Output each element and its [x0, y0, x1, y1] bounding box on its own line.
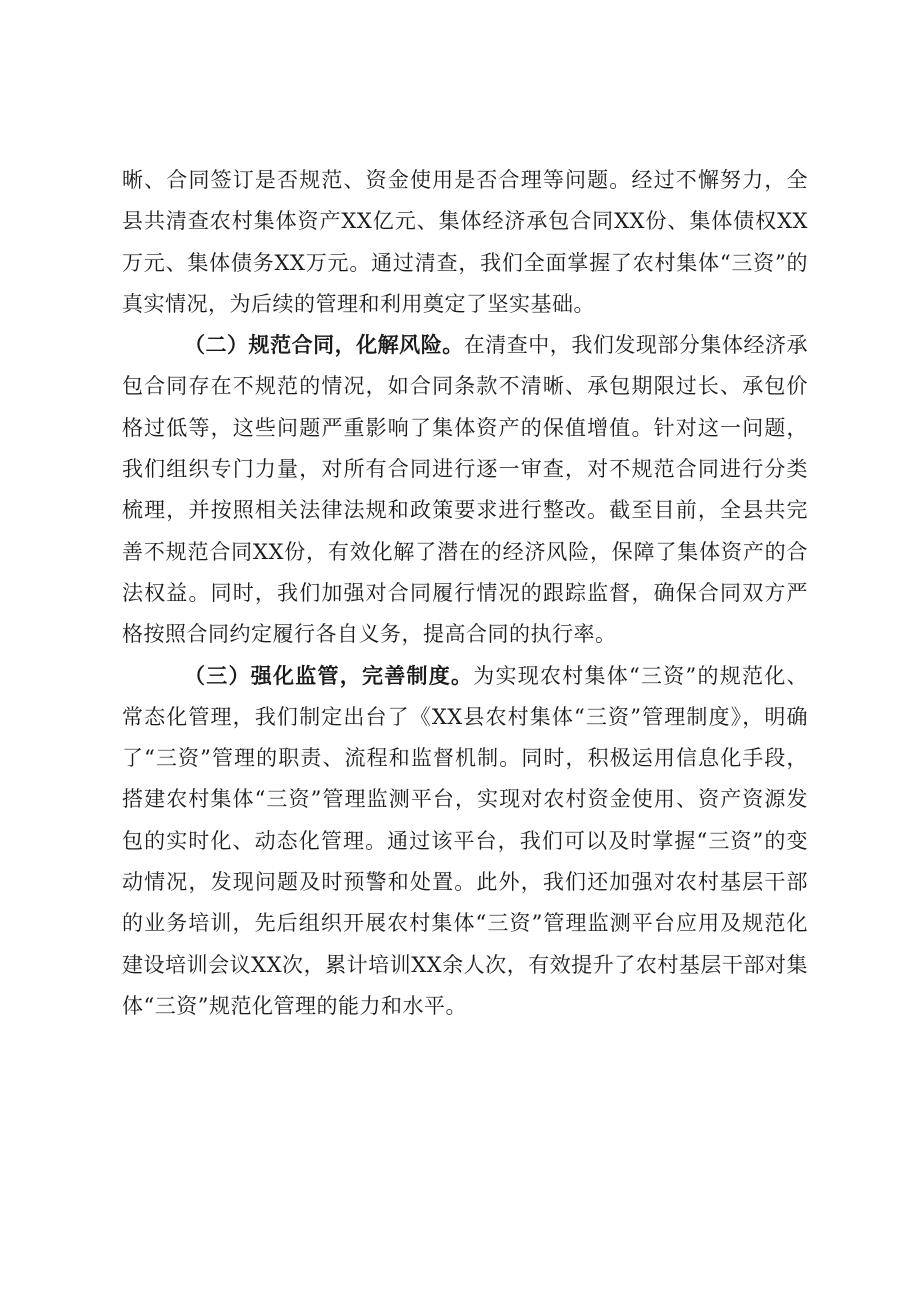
document-body: [122, 160, 808, 1027]
paragraph-section-2: [122, 325, 808, 655]
section-heading: （二）规范合同，化解风险。: [184, 333, 464, 358]
paragraph-text: 在清查中，我们发现部分集体经济承包合同存在不规范的情况，如合同条款不清晰、承包期限过长、承包价格过低等，这些问题严重影响了集体资产的保值增值。针对这一问题，我们组织专门力量，对所有合同进行逐一审查，对不规范合同进行分类梳理，并按照相关法律法规和政策要求进行整改。截至目前，全县共完善不规范合同XX份，有效化解了潜在的经济风险，保障了集体资产的合法权益。同时，我们加强对合同履行情况的跟踪监督，确保合同双方严格按照合同约定履行各自义务，提高合同的执行率。: [122, 333, 809, 647]
paragraph-text: 晰、合同签订是否规范、资金使用是否合理等问题。经过不懈努力，全县共清查农村集体资产XX亿元、集体经济承包合同XX份、集体债权XX万元、集体债务XX万元。通过清查，我们全面掌握了农村集体“三资”的真实情况，为后续的管理和利用奠定了坚实基础。: [122, 168, 808, 316]
paragraph-section-3: [122, 656, 808, 1028]
paragraph-text: 为实现农村集体“三资”的规范化、常态化管理，我们制定出台了《XX县农村集体“三资”管理制度》，明确了“三资”管理的职责、流程和监督机制。同时，积极运用信息化手段，搭建农村集体“三资”管理监测平台，实现对农村资金使用、资产资源发包的实时化、动态化管理。通过该平台，我们可以及时掌握“三资”的变动情况，发现问题及时预警和处置。此外，我们还加强对农村基层干部的业务培训，先后组织开展农村集体“三资”管理监测平台应用及规范化建设培训会议XX次，累计培训XX余人次，有效提升了农村基层干部对集体“三资”规范化管理的能力和水平。: [122, 663, 808, 1018]
section-heading: （三）强化监管，完善制度。: [184, 663, 474, 688]
paragraph-continuation: [122, 160, 808, 325]
